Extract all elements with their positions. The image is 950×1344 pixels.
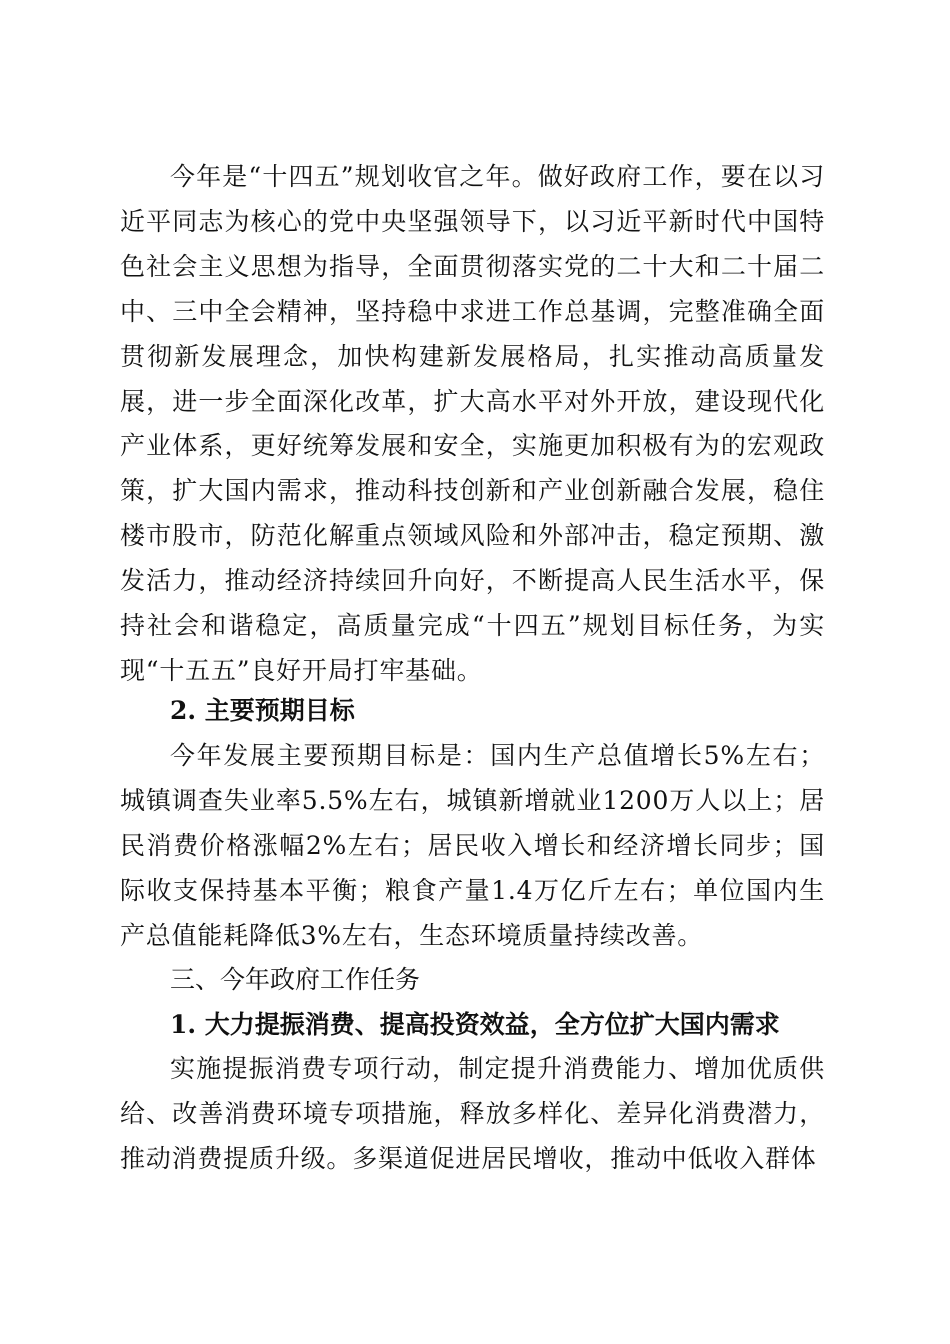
paragraph-goals-context: 今年是“十四五”规划收官之年。做好政府工作，要在以习近平同志为核心的党中央坚强领导下，以习近平新时代中国特色社会主义思想为指导，全面贯彻落实党的二十大和二十届二中、三中全会精神，坚持稳中求进工作总基调，完整准确全面贯彻新发展理念，加快构建新发展格局，扎实推动高质量发展，进一步全面深化改革，扩大高水平对外开放，建设现代化产业体系，更好统筹发展和安全，实施更加积极有为的宏观政策，扩大国内需求，推动科技创新和产业创新融合发展，稳住楼市股市，防范化解重点领域风险和外部冲击，稳定预期、激发活力，推动经济持续回升向好，不断提高人民生活水平，保持社会和谐稳定，高质量完成“十四五”规划目标任务，为实现“十五五”良好开局打牢基础。 — [120, 162, 825, 685]
paragraph-boost-consumption: 实施提振消费专项行动，制定提升消费能力、增加优质供给、改善消费环境专项措施，释放多样化、差异化消费潜力，推动消费提质升级。多渠道促进居民增收，推动中低收入群体 — [120, 1054, 825, 1173]
heading-main-expected-targets: 2. 主要预期目标 — [170, 696, 355, 725]
section-heading-government-tasks: 三、今年政府工作任务 — [170, 965, 421, 994]
heading-boost-consumption: 1. 大力提振消费、提高投资效益，全方位扩大国内需求 — [170, 1010, 780, 1039]
paragraph-expected-targets: 今年发展主要预期目标是：国内生产总值增长5%左右；城镇调查失业率5.5%左右，城镇新增就业1200万人以上；居民消费价格涨幅2%左右；居民收入增长和经济增长同步；国际收支保持基本平衡；粮食产量1.4万亿斤左右；单位国内生产总值能耗降低3%左右，生态环境质量持续改善。 — [120, 741, 825, 950]
